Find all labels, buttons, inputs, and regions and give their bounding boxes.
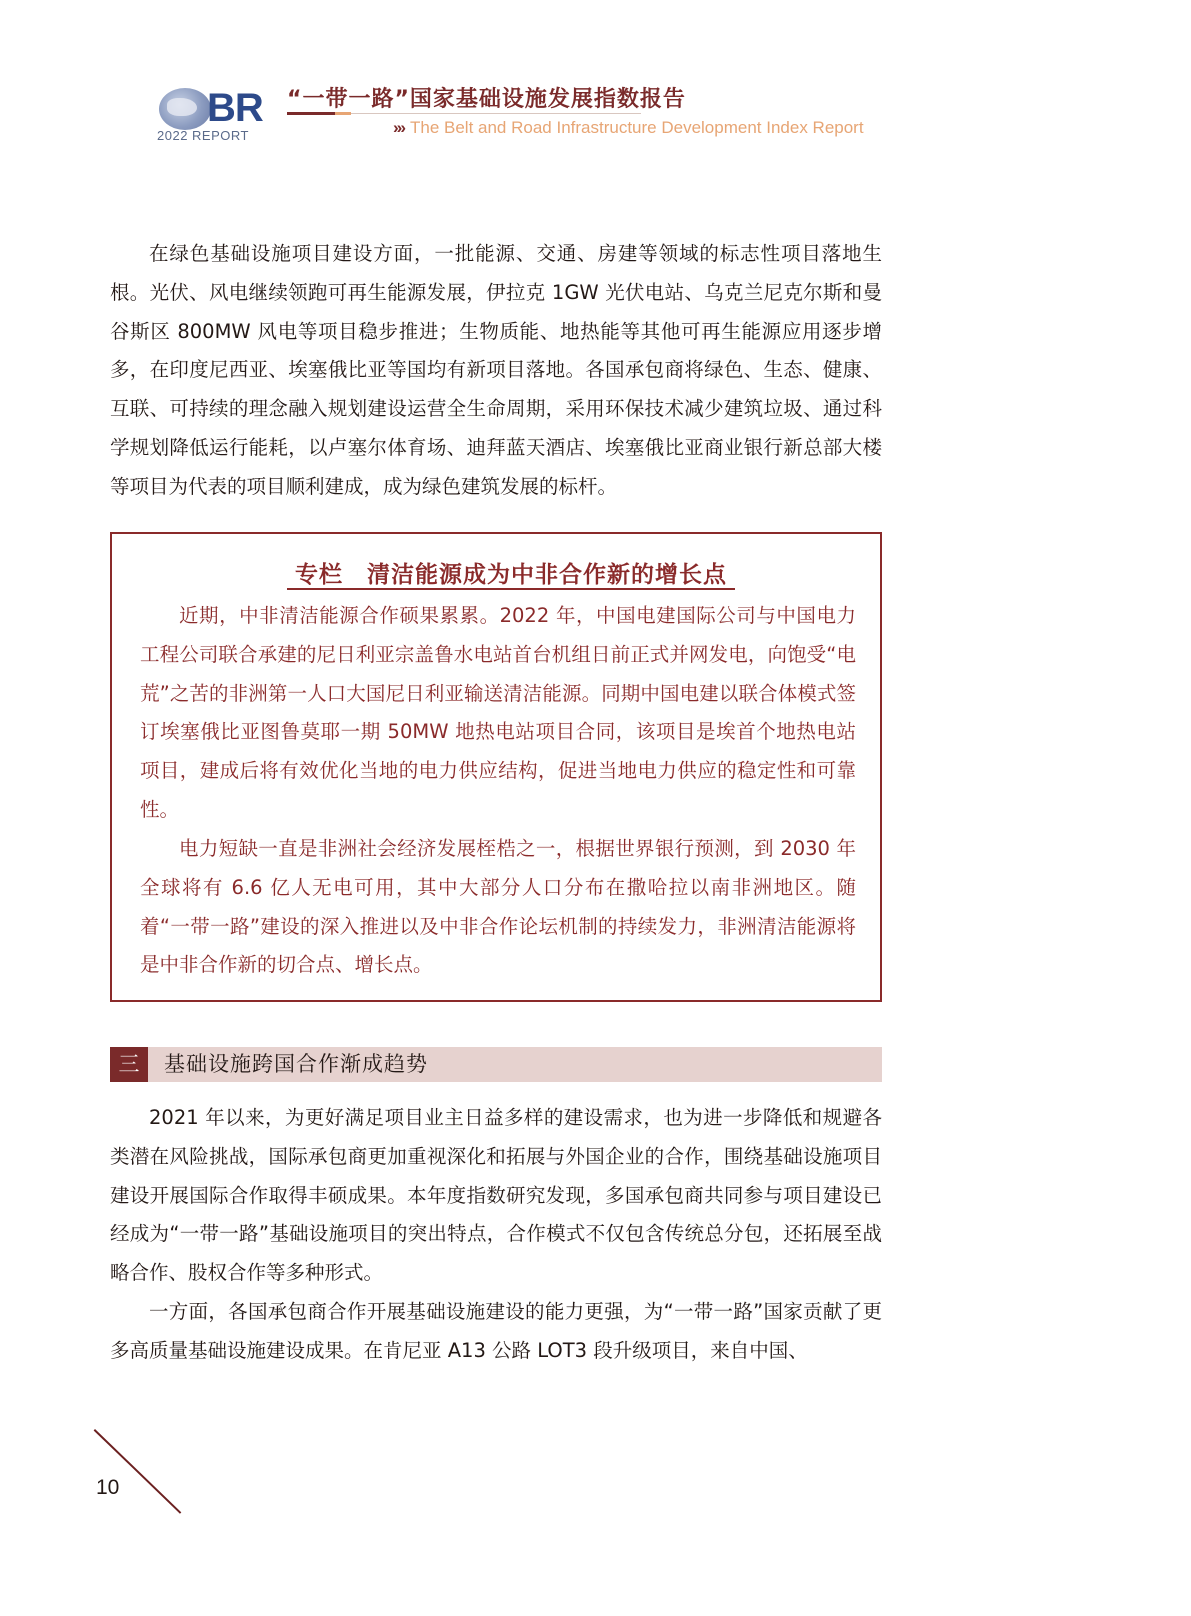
report-subtitle-text: The Belt and Road Infrastructure Development Index Report [409,118,864,137]
logo-text: BR [207,86,263,130]
box-paragraph-1: 近期，中非清洁能源合作硕果累累。2022 年，中国电建国际公司与中国电力工程公司联合承建的尼日利亚宗盖鲁水电站首台机组日前正式并网发电，向饱受“电荒”之苦的非洲第一人口大国尼日利亚输送清洁能源。同期中国电建以联合体模式签订埃塞俄比亚图鲁莫耶一期 50MW 地热电站项目合同，该项目是埃首个地热电站项目，建成后将有效优化当地的电力供应结构，促进当地电力供应的稳定性和可靠性。 [140,604,856,821]
globe-icon [159,88,211,130]
header-rule [287,112,335,115]
report-title: “一带一路”国家基础设施发展指数报告 [287,87,686,112]
section-heading [110,1047,882,1082]
logo-subtext: 2022 REPORT [157,128,249,143]
section-title: 基础设施跨国合作渐成趋势 [164,1052,428,1076]
header-rule-thin [351,113,641,114]
sidebar-column-box [110,532,882,1002]
report-logo [155,84,285,144]
report-subtitle [393,118,864,138]
body-paragraph-1: 2021 年以来，为更好满足项目业主日益多样的建设需求，也为进一步降低和规避各类潜在风险挑战，国际承包商更加重视深化和拓展与外国企业的合作，围绕基础设施项目建设开展国际合作取得丰硕成果。本年度指数研究发现，多国承包商共同参与项目建设已经成为“一带一路”基础设施项目的突出特点，合作模式不仅包含传统总分包，还拓展至战略合作、股权合作等多种形式。 [110,1106,882,1285]
section-number: 三 [110,1047,148,1082]
header-rule-accent [335,112,351,115]
box-paragraph-2: 电力短缺一直是非洲社会经济发展桎梏之一，根据世界银行预测，到 2030 年全球将有 6.6 亿人无电可用，其中大部分人口分布在撒哈拉以南非洲地区。随着“一带一路”建设的深入推进以及中非合作论坛机制的持续发力，非洲清洁能源将是中非合作新的切合点、增长点。 [140,837,856,977]
page-corner-line [94,1429,181,1514]
page-number: 10 [96,1476,120,1499]
page-header [155,78,915,148]
box-title-underline [287,588,735,590]
body-paragraph-2: 一方面，各国承包商合作开展基础设施建设的能力更强，为“一带一路”国家贡献了更多高质量基础设施建设成果。在肯尼亚 A13 公路 LOT3 段升级项目，来自中国、 [110,1300,882,1362]
box-title: 专栏 清洁能源成为中非合作新的增长点 [295,562,727,588]
chevron-arrows-icon: ››› [393,118,404,137]
intro-paragraph: 在绿色基础设施项目建设方面，一批能源、交通、房建等领域的标志性项目落地生根。光伏、风电继续领跑可再生能源发展，伊拉克 1GW 光伏电站、乌克兰尼克尔斯和曼谷斯区 800MW 风电等项目稳步推进；生物质能、地热能等其他可再生能源应用逐步增多，在印度尼西亚、埃塞俄比亚等国均有新项目落地。各国承包商将绿色、生态、健康、互联、可持续的理念融入规划建设运营全生命周期，采用环保技术减少建筑垃圾、通过科学规划降低运行能耗，以卢塞尔体育场、迪拜蓝天酒店、埃塞俄比亚商业银行新总部大楼等项目为代表的项目顺利建成，成为绿色建筑发展的标杆。 [110,242,882,498]
